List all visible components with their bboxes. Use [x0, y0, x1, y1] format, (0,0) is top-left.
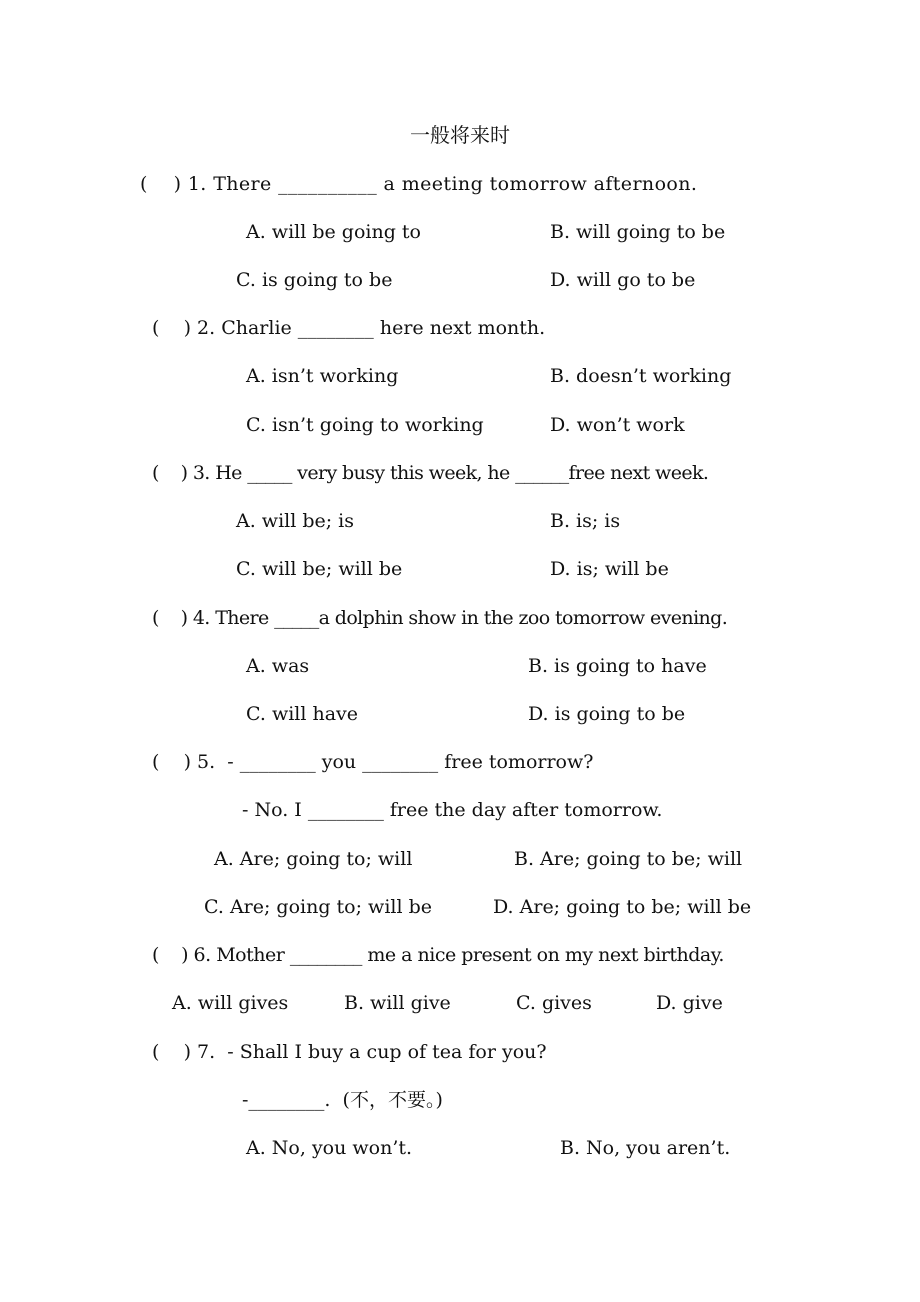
- q2-option-b: B. doesn’t working: [550, 365, 732, 387]
- q2-stem: ( ) 2. Charlie ________ here next month.: [152, 317, 546, 339]
- q2-option-a: A. isn’t working: [246, 365, 399, 387]
- q5-option-d: D. Are; going to be; will be: [493, 896, 752, 918]
- q1-option-b: B. will going to be: [550, 221, 726, 243]
- q1-stem: ( ) 1. There __________ a meeting tomorrow afternoon.: [140, 173, 698, 195]
- q1-option-c: C. is going to be: [236, 269, 393, 291]
- q5-option-b: B. Are; going to be; will: [514, 848, 743, 870]
- q3-option-d: D. is; will be: [550, 558, 669, 580]
- q5-option-c: C. Are; going to; will be: [204, 896, 432, 918]
- q2-option-d: D. won’t work: [550, 414, 685, 436]
- page-title: 一般将来时: [410, 123, 510, 147]
- q4-stem: ( ) 4. There _____a dolphin show in the zoo tomorrow evening.: [152, 607, 728, 629]
- q2-option-c: C. isn’t going to working: [246, 414, 484, 436]
- q1-option-a: A. will be going to: [246, 221, 421, 243]
- q6-stem: ( ) 6. Mother ________ me a nice present on my next birthday.: [152, 944, 724, 966]
- q4-option-d: D. is going to be: [528, 703, 686, 725]
- q7-option-b: B. No, you aren’t.: [560, 1137, 731, 1159]
- q3-stem: ( ) 3. He _____ very busy this week, he ______free next week.: [152, 462, 709, 484]
- q1-option-d: D. will go to be: [550, 269, 696, 291]
- q5-option-a: A. Are; going to; will: [214, 848, 413, 870]
- q3-option-a: A. will be; is: [236, 510, 355, 532]
- q7-stem: ( ) 7. - Shall I buy a cup of tea for you?: [152, 1041, 547, 1063]
- q5-response-line: - No. I ________ free the day after tomorrow.: [242, 799, 663, 821]
- q6-option-a: A. will gives: [172, 992, 289, 1014]
- q4-option-b: B. is going to have: [528, 655, 707, 677]
- q3-option-b: B. is; is: [550, 510, 621, 532]
- q7-response-line: -________. (不，不要。): [242, 1089, 443, 1111]
- q6-option-d: D. give: [656, 992, 723, 1014]
- q3-option-c: C. will be; will be: [236, 558, 403, 580]
- q4-option-c: C. will have: [246, 703, 359, 725]
- q6-option-c: C. gives: [516, 992, 592, 1014]
- q7-option-a: A. No, you won’t.: [246, 1137, 413, 1159]
- q6-option-b: B. will give: [344, 992, 451, 1014]
- q4-option-a: A. was: [246, 655, 310, 677]
- q5-stem: ( ) 5. - ________ you ________ free tomorrow?: [152, 751, 594, 773]
